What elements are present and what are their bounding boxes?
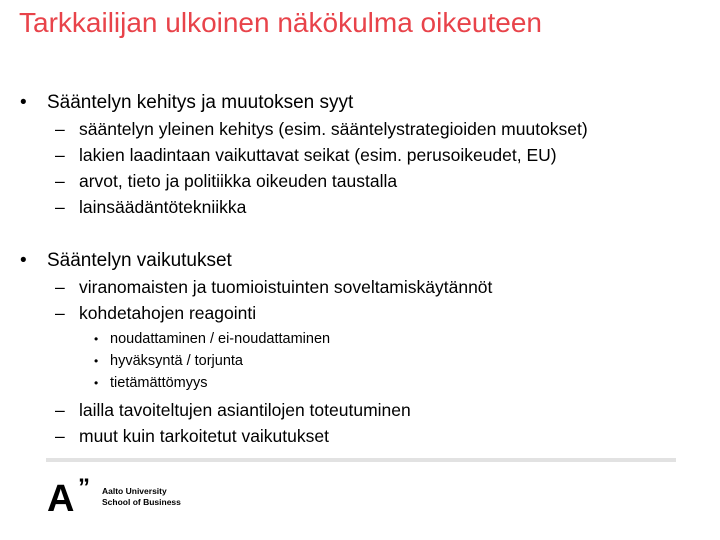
- section-heading-text: Sääntelyn vaikutukset: [47, 250, 232, 271]
- list-item-text: kohdetahojen reagointi: [79, 303, 257, 323]
- dash: –: [55, 400, 65, 420]
- list-item-text: lainsäädäntötekniikka: [79, 197, 247, 217]
- bullet: •: [94, 354, 99, 368]
- section-heading-text: Sääntelyn kehitys ja muutoksen syyt: [47, 92, 354, 113]
- list-item: [55, 170, 398, 192]
- dash: –: [55, 119, 65, 139]
- footer-divider: [46, 458, 676, 462]
- bullet: •: [94, 376, 99, 390]
- list-item: [55, 425, 329, 447]
- sub-list-item: [94, 352, 243, 370]
- list-item: [55, 196, 247, 218]
- sub-list-item-text: hyväksyntä / torjunta: [110, 353, 243, 369]
- list-item: [55, 302, 257, 324]
- bullet: •: [94, 332, 99, 346]
- list-item: [55, 276, 493, 298]
- dash: –: [55, 171, 65, 191]
- list-item: [55, 399, 411, 421]
- dash: –: [55, 303, 65, 323]
- bullet: •: [20, 92, 27, 113]
- sub-list-item: [94, 330, 331, 348]
- dash: –: [55, 277, 65, 297]
- aalto-logo: [47, 474, 207, 520]
- dash: –: [55, 197, 65, 217]
- list-item-text: arvot, tieto ja politiikka oikeuden taustalla: [79, 171, 398, 191]
- list-item-text: muut kuin tarkoitetut vaikutukset: [79, 426, 329, 446]
- logo-mark: A: [47, 478, 73, 520]
- list-item-text: viranomaisten ja tuomioistuinten soveltamiskäytännöt: [79, 277, 493, 297]
- dash: –: [55, 145, 65, 165]
- logo-quote: ”: [78, 474, 90, 501]
- list-item-text: lakien laadintaan vaikuttavat seikat (esim. perusoikeudet, EU): [79, 145, 557, 165]
- section-heading: [20, 250, 232, 272]
- list-item: [55, 144, 557, 166]
- list-item: [55, 118, 588, 140]
- sub-list-item-text: tietämättömyys: [110, 375, 208, 391]
- list-item-text: sääntelyn yleinen kehitys (esim. sääntelystrategioiden muutokset): [79, 119, 588, 139]
- logo-text: [102, 486, 181, 508]
- dash: –: [55, 426, 65, 446]
- bullet: •: [20, 250, 27, 271]
- sub-list-item-text: noudattaminen / ei-noudattaminen: [110, 331, 331, 347]
- university-name: Aalto University: [102, 486, 167, 496]
- school-name: School of Business: [102, 497, 181, 507]
- slide-title: Tarkkailijan ulkoinen näkökulma oikeuteen: [19, 7, 542, 38]
- sub-list-item: [94, 374, 208, 392]
- section-heading: [20, 92, 354, 114]
- list-item-text: lailla tavoiteltujen asiantilojen toteutuminen: [79, 400, 411, 420]
